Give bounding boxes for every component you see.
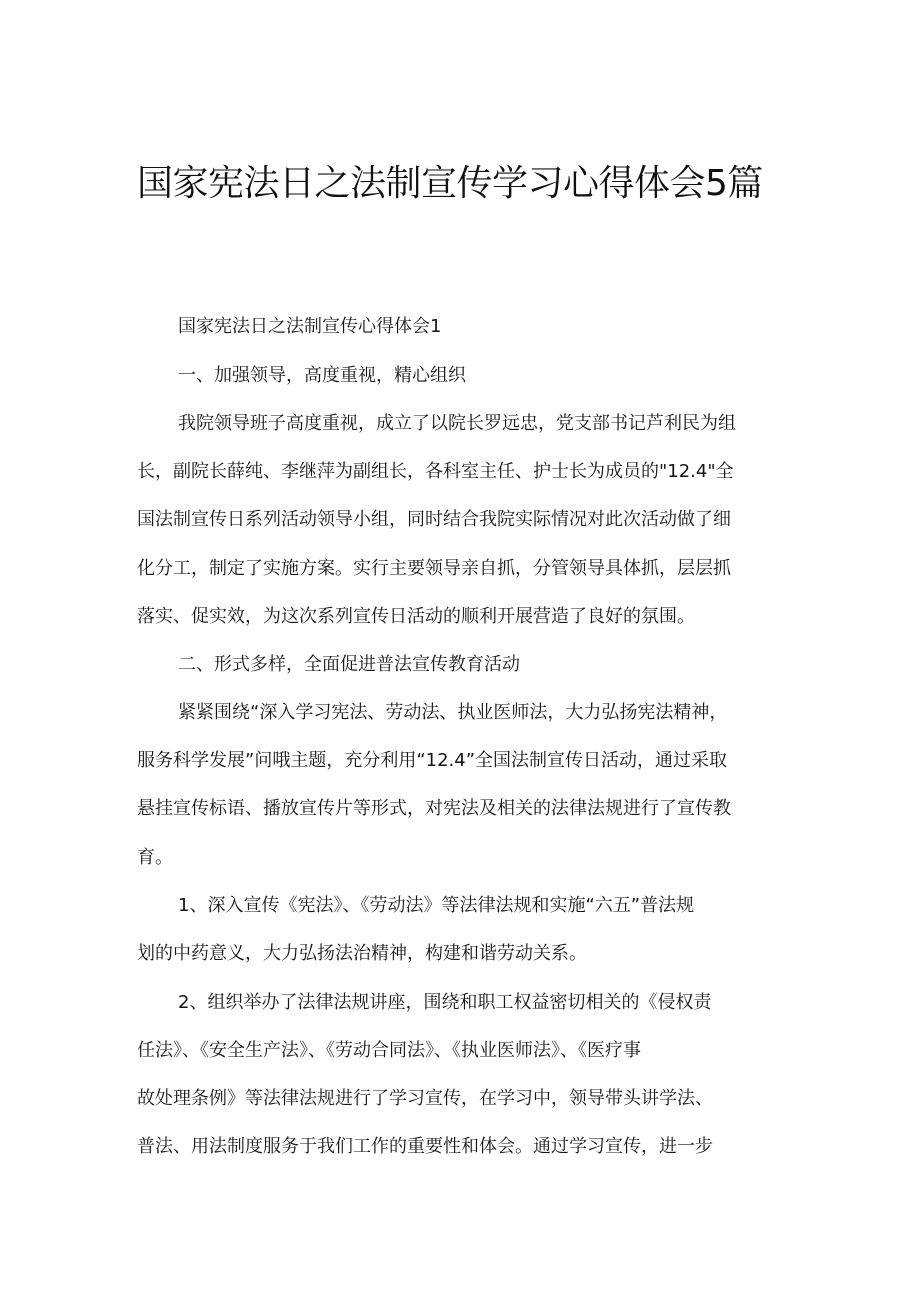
- paragraph-line: 普法、用法制度服务于我们工作的重要性和体会。通过学习宣传，进一步: [137, 1136, 713, 1157]
- paragraph-line: 育。: [137, 847, 173, 868]
- paragraph-line: 划的中药意义，大力弘扬法治精神，构建和谐劳动关系。: [137, 943, 587, 964]
- paragraph-line: 服务科学发展”问哦主题，充分利用“12.4”全国法制宣传日活动，通过采取: [137, 750, 728, 771]
- paragraph-line: 紧紧围绕“深入学习宪法、劳动法、执业医师法，大力弘扬宪法精神，: [178, 702, 728, 723]
- paragraph-line: 任法》、《安全生产法》、《劳动合同法》、《执业医师法》、《医疗事: [137, 1040, 641, 1061]
- paragraph-line: 国法制宣传日系列活动领导小组，同时结合我院实际情况对此次活动做了细: [137, 509, 731, 530]
- paragraph-line: 我院领导班子高度重视，成立了以院长罗远忠，党支部书记芦利民为组: [178, 413, 736, 434]
- section-heading: 国家宪法日之法制宣传心得体会1: [178, 316, 442, 337]
- paragraph-line: 故处理条例》等法律法规进行了学习宣传，在学习中，领导带头讲学法、: [137, 1088, 713, 1109]
- document-title: 国家宪法日之法制宣传学习心得体会5篇: [137, 163, 763, 204]
- paragraph-line: 1、深入宣传《宪法》、《劳动法》等法律法规和实施“六五”普法规: [178, 895, 695, 916]
- paragraph-line: 悬挂宣传标语、播放宣传片等形式，对宪法及相关的法律法规进行了宣传教: [137, 798, 731, 819]
- subsection-heading: 一、加强领导，高度重视，精心组织: [178, 365, 466, 386]
- paragraph-line: 化分工，制定了实施方案。实行主要领导亲自抓，分管领导具体抓，层层抓: [137, 558, 731, 579]
- paragraph-line: 落实、促实效，为这次系列宣传日活动的顺利开展营造了良好的氛围。: [137, 606, 695, 627]
- paragraph-line: 长，副院长薛纯、李继萍为副组长，各科室主任、护士长为成员的"12.4"全: [137, 461, 734, 482]
- paragraph-line: 2、组织举办了法律法规讲座，围绕和职工权益密切相关的《侵权责: [178, 992, 712, 1013]
- subsection-heading: 二、形式多样，全面促进普法宣传教育活动: [178, 654, 520, 675]
